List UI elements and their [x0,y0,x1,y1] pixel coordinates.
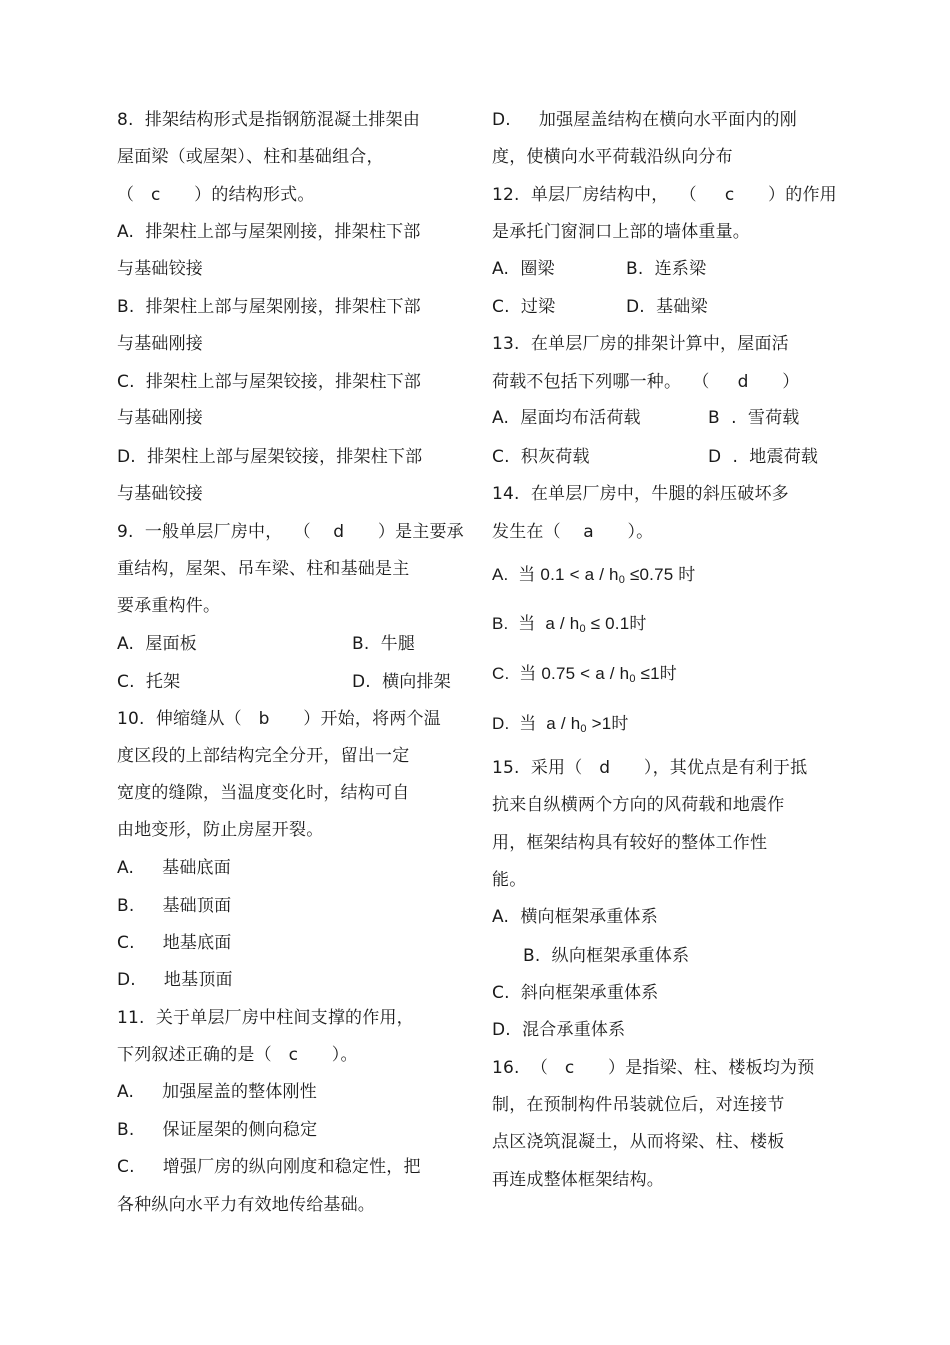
q12-option-b: B. 连系梁 [626,259,707,279]
q8-option-b-line-1: B. 排架柱上部与屋架刚接，排架柱下部 [117,297,421,317]
q15-stem-line-4: 能。 [492,870,527,890]
q11-option-d-line-1: D. 加强屋盖结构在横向水平面内的刚 [492,110,797,130]
q16-stem-line-4: 再连成整体框架结构。 [492,1170,664,1190]
q11-option-c-line-1: C. 增强厂房的纵向刚度和稳定性，把 [117,1157,421,1177]
q8-option-d-line-2: 与基础铰接 [117,484,203,504]
q8-option-a-line-2: 与基础铰接 [117,259,203,279]
q11-option-a: A. 加强屋盖的整体刚性 [117,1082,317,1102]
q9-stem-line-2: 重结构，屋架、吊车梁、柱和基础是主 [117,559,410,579]
q15-stem-line-1: 15. 采用（ d ），其优点是有利于抵 [492,758,808,778]
q10-stem-line-4: 由地变形，防止房屋开裂。 [117,820,324,840]
q8-option-c-line-1: C. 排架柱上部与屋架铰接，排架柱下部 [117,372,422,392]
q9-stem-line-3: 要承重构件。 [117,596,221,616]
q12-stem-line-2: 是承托门窗洞口上部的墙体重量。 [492,222,750,242]
q13-stem-line-2: 荷载不包括下列哪一种。 （ d ） [492,372,800,392]
q16-stem-line-1: 16. （ c ）是指梁、柱、楼板均为预 [492,1058,815,1078]
q10-stem-line-1: 10. 伸缩缝从（ b ）开始，将两个温 [117,709,441,729]
q14-option-d: D. 当 $a / h_0 >1$时 [492,714,629,735]
q15-stem-line-2: 抗来自纵横两个方向的风荷载和地震作 [492,795,785,815]
q15-option-c: C. 斜向框架承重体系 [492,983,659,1003]
q15-option-d: D. 混合承重体系 [492,1020,626,1040]
q9-stem-line-1: 9. 一般单层厂房中， （ d ）是主要承 [117,522,464,542]
q12-option-c: C. 过梁 [492,297,556,317]
q14-stem-line-2: 发生在（ a ）。 [492,522,654,542]
q10-stem-line-2: 度区段的上部结构完全分开，留出一定 [117,746,410,766]
q13-option-b: B . 雪荷载 [708,408,800,428]
q8-option-a-line-1: A. 排架柱上部与屋架刚接，排架柱下部 [117,222,421,242]
q15-option-a: A. 横向框架承重体系 [492,907,658,927]
q13-option-d: D . 地震荷载 [708,447,819,467]
q9-option-c: C. 托架 [117,672,181,692]
q8-stem-line-3: （ c ）的结构形式。 [117,185,315,205]
q13-option-a: A. 屋面均布活荷载 [492,408,641,428]
q10-option-d: D. 地基顶面 [117,970,233,990]
q14-option-a: A. 当 $0.1 < a / h_0 \le 0.75$ 时 [492,565,696,586]
q9-option-a: A. 屋面板 [117,634,197,654]
q16-stem-line-2: 制，在预制构件吊装就位后，对连接节 [492,1095,785,1115]
q15-stem-line-3: 用，框架结构具有较好的整体工作性 [492,833,768,853]
q11-option-b: B. 保证屋架的侧向稳定 [117,1120,318,1140]
q9-option-b: B. 牛腿 [352,634,416,654]
q13-option-c: C. 积灰荷载 [492,447,590,467]
q10-option-a: A. 基础底面 [117,858,231,878]
q9-option-d: D. 横向排架 [352,672,451,692]
q11-option-d-line-2: 度，使横向水平荷载沿纵向分布 [492,147,733,167]
q15-option-b: B. 纵向框架承重体系 [523,946,690,966]
q14-option-b: B. 当 $a / h_0 \le 0.1$时 [492,614,647,635]
q12-stem-line-1: 12. 单层厂房结构中， （ c ）的作用 [492,185,837,205]
q11-stem-line-2: 下列叙述正确的是（ c ）。 [117,1045,358,1065]
q12-option-d: D. 基础梁 [626,297,708,317]
q8-option-c-line-2: 与基础刚接 [117,408,203,428]
q8-stem-line-2: 屋面梁（或屋架）、柱和基础组合， [117,147,384,167]
q8-option-b-line-2: 与基础刚接 [117,334,203,354]
q8-option-d-line-1: D. 排架柱上部与屋架铰接，排架柱下部 [117,447,423,467]
q8-stem-line-1: 8. 排架结构形式是指钢筋混凝土排架由 [117,110,421,130]
q14-option-c: C. 当 $0.75 < a / h_0 \le 1$时 [492,664,677,685]
q10-option-c: C. 地基底面 [117,933,232,953]
q10-stem-line-3: 宽度的缝隙，当温度变化时，结构可自 [117,783,410,803]
q11-option-c-line-2: 各种纵向水平力有效地传给基础。 [117,1195,375,1215]
q14-stem-line-1: 14. 在单层厂房中，牛腿的斜压破坏多 [492,484,789,504]
q16-stem-line-3: 点区浇筑混凝土，从而将梁、柱、楼板 [492,1132,785,1152]
q11-stem-line-1: 11. 关于单层厂房中柱间支撑的作用， [117,1008,414,1028]
q12-option-a: A. 圈梁 [492,259,555,279]
q10-option-b: B. 基础顶面 [117,896,232,916]
q13-stem-line-1: 13. 在单层厂房的排架计算中，屋面活 [492,334,789,354]
